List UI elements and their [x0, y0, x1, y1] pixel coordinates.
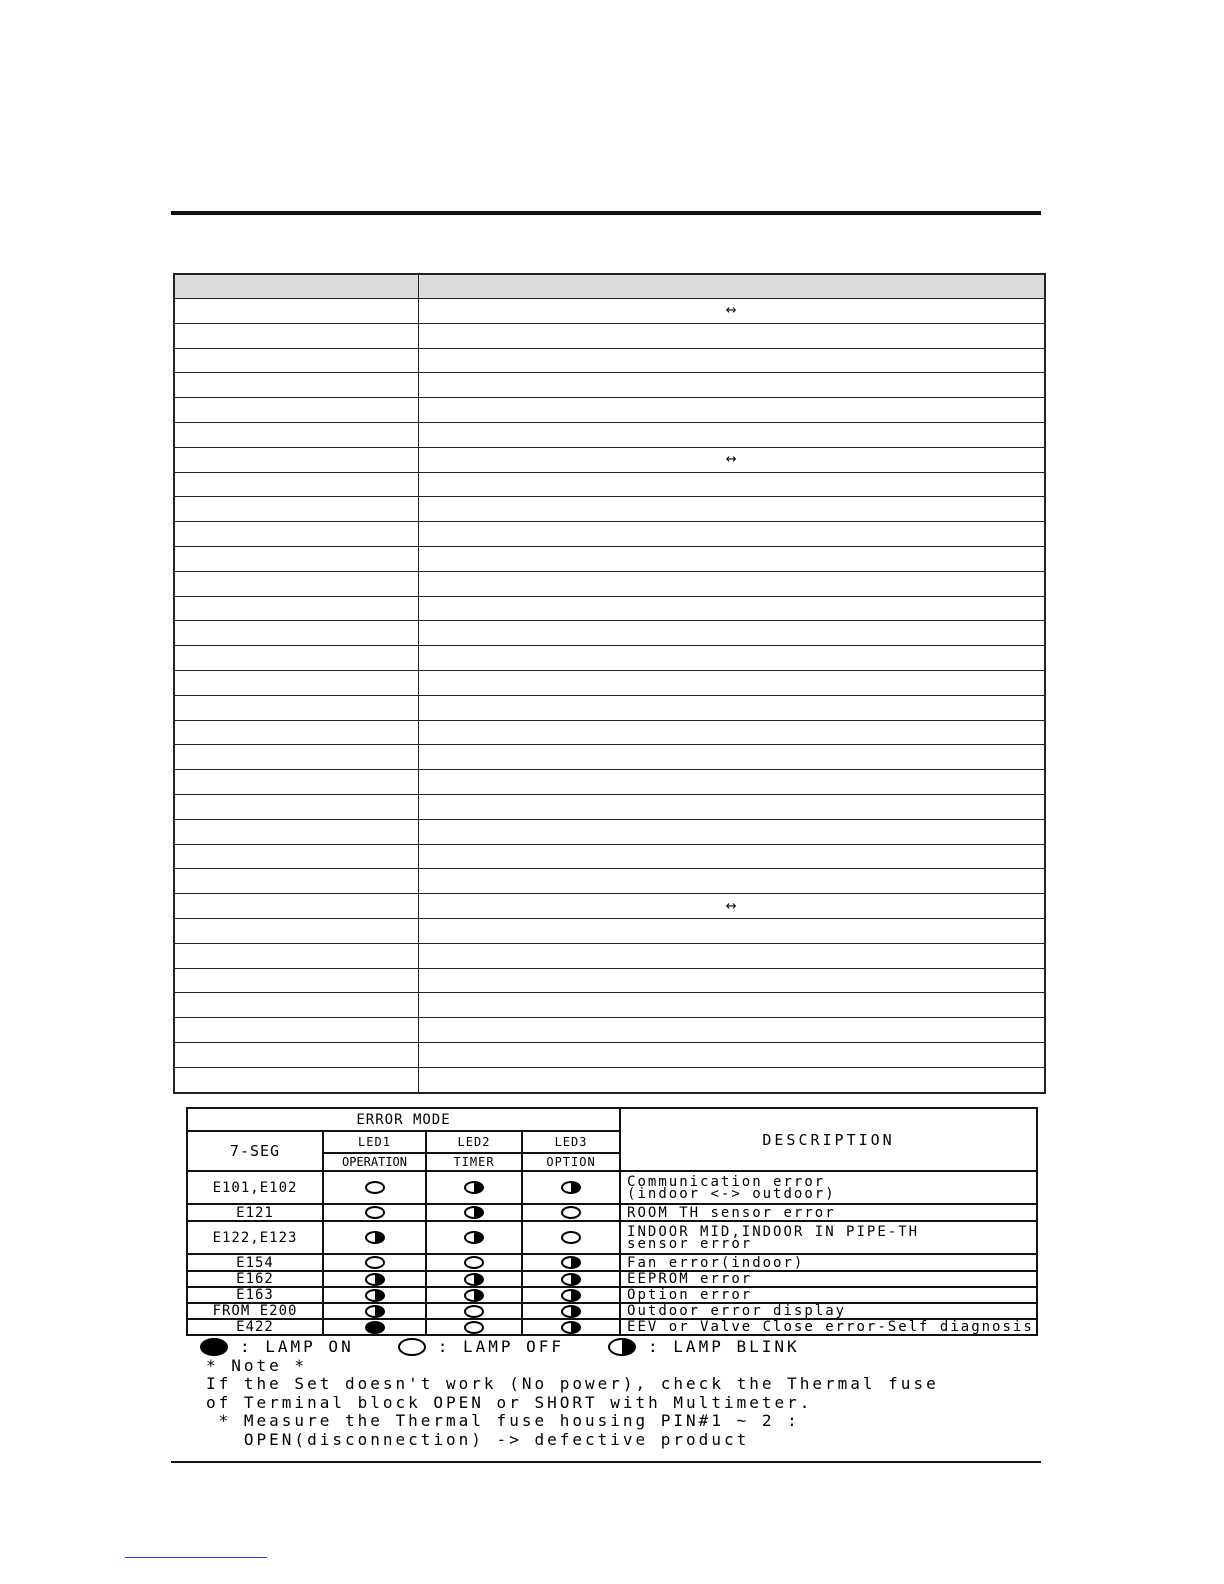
main-header-col1: [174, 274, 418, 299]
led1-cell: [323, 1254, 426, 1271]
error-code: FROM E200: [187, 1303, 323, 1319]
main-table-row: [174, 1067, 1045, 1092]
legend-on: [200, 1337, 354, 1356]
error-description: [620, 1221, 1037, 1254]
lamp-blink-icon: [561, 1181, 581, 1194]
main-table-cell: [174, 497, 418, 522]
error-description: [620, 1254, 1037, 1271]
lamp-blink-icon: [561, 1273, 581, 1286]
led2-cell: [426, 1171, 522, 1204]
main-table-row: [174, 646, 1045, 671]
main-table-cell: [418, 819, 1045, 844]
main-table-cell: [174, 770, 418, 795]
main-table-row: [174, 794, 1045, 819]
led2-header: LED2: [426, 1131, 522, 1153]
main-table-cell: [174, 670, 418, 695]
main-table-cell: [174, 844, 418, 869]
main-table-cell: [418, 522, 1045, 547]
error-row: [187, 1303, 1037, 1319]
led1-header: LED1: [323, 1131, 426, 1153]
main-table-header: [174, 274, 1045, 299]
note-line-3: * Measure the Thermal fuse housing PIN#1 ~ 2 :: [206, 1411, 800, 1430]
main-table-cell: [174, 621, 418, 646]
main-table-row: [174, 398, 1045, 423]
main-table-row: [174, 819, 1045, 844]
lamp-off-icon: [561, 1231, 581, 1244]
error-code: E101,E102: [187, 1171, 323, 1204]
led1-cell: [323, 1287, 426, 1303]
main-table-cell: [418, 472, 1045, 497]
led3-cell: [522, 1287, 620, 1303]
main-table-cell: [418, 646, 1045, 671]
error-description-line: (indoor <-> outdoor): [627, 1185, 836, 1202]
error-row: [187, 1221, 1037, 1254]
main-table-cell: [418, 1018, 1045, 1043]
main-table-row: [174, 546, 1045, 571]
lamp-blink-icon: [608, 1338, 636, 1356]
main-table-cell: [174, 422, 418, 447]
main-table-row: [174, 695, 1045, 720]
main-table-cell: [174, 596, 418, 621]
error-description: [620, 1287, 1037, 1303]
lamp-off-icon: [365, 1206, 385, 1219]
error-code: E163: [187, 1287, 323, 1303]
main-table-cell: [174, 794, 418, 819]
led3-cell: [522, 1254, 620, 1271]
error-code: E422: [187, 1319, 323, 1335]
led1-cell: [323, 1303, 426, 1319]
led2-cell: [426, 1287, 522, 1303]
main-table-cell: [174, 869, 418, 894]
main-table-row: [174, 596, 1045, 621]
error-code: E162: [187, 1271, 323, 1287]
main-table-cell: [418, 571, 1045, 596]
main-table-cell: [174, 695, 418, 720]
led3-cell: [522, 1303, 620, 1319]
lamp-blink-icon: [365, 1305, 385, 1318]
lamp-on-icon: [200, 1338, 228, 1356]
error-description-line: Outdoor error display: [627, 1303, 847, 1319]
legend-off: [398, 1337, 564, 1356]
main-table-cell: [418, 323, 1045, 348]
lamp-blink-icon: [561, 1321, 581, 1334]
led1-cell: [323, 1221, 426, 1254]
lamp-off-icon: [464, 1321, 484, 1334]
led2-subheader: TIMER: [426, 1153, 522, 1171]
main-table-cell: [418, 670, 1045, 695]
note-line-1: If the Set doesn't work (No power), check the Thermal fuse: [206, 1374, 939, 1393]
led1-cell: [323, 1271, 426, 1287]
error-description: [620, 1171, 1037, 1204]
error-row: [187, 1319, 1037, 1335]
led3-cell: [522, 1271, 620, 1287]
main-table-cell: [418, 398, 1045, 423]
error-description: [620, 1303, 1037, 1319]
main-table-row: [174, 745, 1045, 770]
main-table-cell: [418, 373, 1045, 398]
main-table-cell: ↔: [418, 299, 1045, 324]
main-table-row: [174, 348, 1045, 373]
main-table-cell: [418, 348, 1045, 373]
error-row: [187, 1171, 1037, 1204]
error-row: [187, 1254, 1037, 1271]
main-table-cell: [418, 745, 1045, 770]
main-table-cell: [174, 968, 418, 993]
legend-off-label: : LAMP OFF: [437, 1337, 565, 1356]
main-table-row: [174, 323, 1045, 348]
led1-cell: [323, 1319, 426, 1335]
main-table-row: [174, 299, 1045, 324]
legend-blink-label: : LAMP BLINK: [648, 1337, 800, 1356]
led3-cell: [522, 1221, 620, 1254]
error-description-line: EEV or Valve Close error-Self diagnosis: [627, 1319, 1034, 1335]
error-row: [187, 1287, 1037, 1303]
main-table-cell: [174, 943, 418, 968]
main-table-cell: [418, 968, 1045, 993]
note-title: * Note *: [206, 1356, 308, 1375]
seg-header: 7-SEG: [187, 1131, 323, 1171]
main-table-cell: [418, 422, 1045, 447]
main-table-cell: [418, 770, 1045, 795]
led2-cell: [426, 1303, 522, 1319]
main-table-body: [174, 299, 1045, 1093]
error-row: [187, 1204, 1037, 1221]
led2-cell: [426, 1221, 522, 1254]
main-table-cell: [418, 621, 1045, 646]
main-table-row: [174, 497, 1045, 522]
lamp-off-icon: [464, 1305, 484, 1318]
main-table-cell: [418, 918, 1045, 943]
lamp-off-icon: [464, 1256, 484, 1269]
error-description: [620, 1319, 1037, 1335]
lamp-blink-icon: [464, 1289, 484, 1302]
main-table-row: [174, 844, 1045, 869]
lamp-off-icon: [561, 1206, 581, 1219]
lamp-blink-icon: [365, 1289, 385, 1302]
led2-cell: [426, 1319, 522, 1335]
error-description-line: Communication error: [627, 1173, 826, 1190]
main-table-row: [174, 894, 1045, 919]
main-table-cell: [418, 720, 1045, 745]
top-rule: [171, 211, 1041, 215]
led2-cell: [426, 1204, 522, 1221]
main-table-cell: [174, 373, 418, 398]
led2-cell: [426, 1271, 522, 1287]
link-underline: [125, 1557, 267, 1558]
lamp-blink-icon: [464, 1231, 484, 1244]
lamp-off-icon: [365, 1256, 385, 1269]
error-mode-header: ERROR MODE: [187, 1108, 620, 1131]
note-line-4: OPEN(disconnection) -> defective product: [206, 1430, 750, 1449]
main-table-cell: [174, 720, 418, 745]
lamp-blink-icon: [464, 1206, 484, 1219]
error-description-line: EEPROM error: [627, 1271, 753, 1287]
led2-cell: [426, 1254, 522, 1271]
main-table-cell: ↔: [418, 447, 1045, 472]
main-table-cell: [174, 1067, 418, 1092]
main-table-cell: [174, 993, 418, 1018]
main-table-row: [174, 943, 1045, 968]
lamp-blink-icon: [561, 1289, 581, 1302]
main-table-row: [174, 1042, 1045, 1067]
description-header: DESCRIPTION: [620, 1108, 1037, 1171]
main-table-row: [174, 869, 1045, 894]
note-line-2: of Terminal block OPEN or SHORT with Multimeter.: [206, 1393, 813, 1412]
error-description-line: Fan error(indoor): [627, 1254, 805, 1271]
error-description-line: Option error: [627, 1287, 753, 1303]
error-description-line: sensor error: [627, 1235, 753, 1252]
error-code: E122,E123: [187, 1221, 323, 1254]
led3-subheader: OPTION: [522, 1153, 620, 1171]
main-table-cell: [418, 695, 1045, 720]
main-table-cell: [174, 546, 418, 571]
main-table-cell: [418, 546, 1045, 571]
main-table-row: [174, 422, 1045, 447]
lamp-blink-icon: [464, 1181, 484, 1194]
main-table-cell: [174, 745, 418, 770]
main-table-cell: [418, 794, 1045, 819]
main-table-cell: [174, 522, 418, 547]
main-table-row: [174, 447, 1045, 472]
error-code: E154: [187, 1254, 323, 1271]
main-table-row: [174, 571, 1045, 596]
main-table-cell: [418, 869, 1045, 894]
error-description: [620, 1271, 1037, 1287]
error-description-line: INDOOR MID,INDOOR IN PIPE-TH: [627, 1223, 920, 1240]
main-table-row: [174, 522, 1045, 547]
lamp-on-icon: [365, 1321, 385, 1334]
main-table-cell: ↔: [418, 894, 1045, 919]
main-header-col2: [418, 274, 1045, 299]
error-row: [187, 1271, 1037, 1287]
error-description-line: ROOM TH sensor error: [627, 1204, 836, 1221]
main-table-row: [174, 993, 1045, 1018]
main-table-row: [174, 472, 1045, 497]
led3-cell: [522, 1319, 620, 1335]
main-table-cell: [418, 497, 1045, 522]
main-table-cell: [174, 894, 418, 919]
lamp-off-icon: [365, 1181, 385, 1194]
lamp-blink-icon: [561, 1305, 581, 1318]
error-mode-table: [186, 1107, 1038, 1336]
lamp-blink-icon: [464, 1273, 484, 1286]
lamp-blink-icon: [365, 1231, 385, 1244]
main-table-row: [174, 918, 1045, 943]
main-table-cell: [174, 348, 418, 373]
main-table-cell: [174, 1018, 418, 1043]
main-table-cell: [418, 1067, 1045, 1092]
led3-cell: [522, 1204, 620, 1221]
lamp-blink-icon: [561, 1256, 581, 1269]
led3-cell: [522, 1171, 620, 1204]
main-table-cell: [418, 844, 1045, 869]
main-table-row: [174, 968, 1045, 993]
main-table: [173, 273, 1046, 1094]
main-table-cell: [174, 1042, 418, 1067]
main-table-cell: [418, 1042, 1045, 1067]
main-table-cell: [174, 646, 418, 671]
main-table-cell: [174, 571, 418, 596]
error-description: [620, 1204, 1037, 1221]
main-table-cell: [174, 918, 418, 943]
main-table-cell: [418, 943, 1045, 968]
main-table-cell: [418, 596, 1045, 621]
main-table-cell: [174, 472, 418, 497]
led3-header: LED3: [522, 1131, 620, 1153]
main-table-cell: [174, 323, 418, 348]
lamp-blink-icon: [365, 1273, 385, 1286]
legend-on-label: : LAMP ON: [240, 1337, 354, 1356]
lamp-off-icon: [398, 1338, 426, 1356]
main-table-cell: [174, 299, 418, 324]
main-table-row: [174, 770, 1045, 795]
main-table-row: [174, 373, 1045, 398]
lamp-legend: [200, 1337, 844, 1356]
main-table-row: [174, 621, 1045, 646]
main-table-row: [174, 720, 1045, 745]
led1-cell: [323, 1204, 426, 1221]
led1-subheader: OPERATION: [323, 1153, 426, 1171]
main-table-cell: [174, 819, 418, 844]
main-table-cell: [174, 398, 418, 423]
main-table-cell: [174, 447, 418, 472]
error-code: E121: [187, 1204, 323, 1221]
main-table-row: [174, 670, 1045, 695]
legend-blink: [608, 1337, 800, 1356]
main-table-row: [174, 1018, 1045, 1043]
bottom-rule: [171, 1461, 1041, 1463]
led1-cell: [323, 1171, 426, 1204]
main-table-cell: [418, 993, 1045, 1018]
error-table-body: [187, 1171, 1037, 1335]
